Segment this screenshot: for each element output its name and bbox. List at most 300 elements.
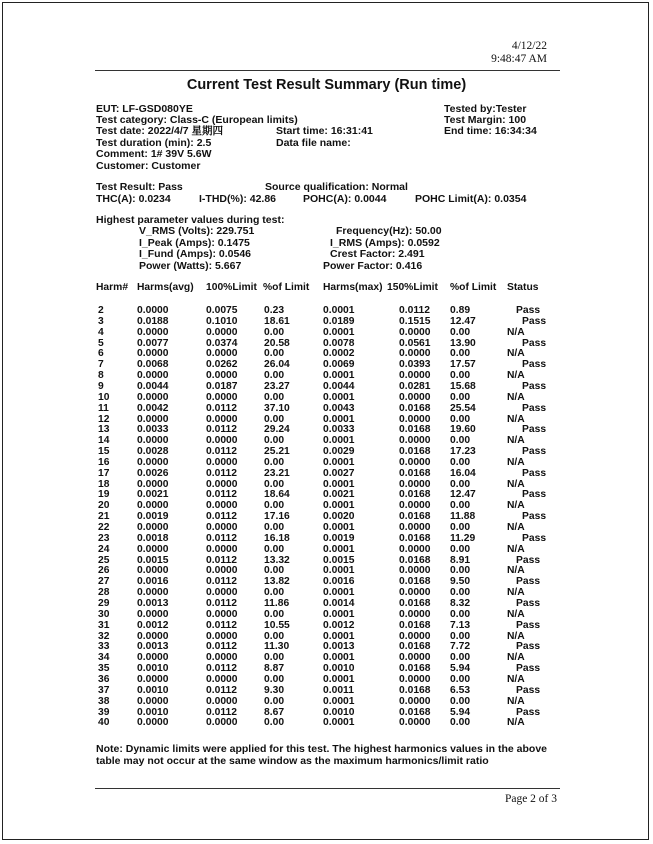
harms-max-cell: 0.0027	[323, 467, 355, 479]
table-row	[0, 338, 653, 349]
source-qualification-label: Source qualification: Normal	[265, 181, 408, 193]
pct-limit-150-cell: 5.94	[450, 706, 471, 718]
limit-100-cell: 0.0000	[206, 565, 238, 577]
limit-100-cell: 0.0262	[206, 359, 238, 371]
limit-150-cell: 0.0000	[399, 522, 431, 533]
harms-avg-cell: 0.0028	[137, 446, 169, 457]
table-row	[0, 359, 653, 370]
limit-100-cell: 0.0000	[206, 456, 238, 468]
status-cell: N/A	[507, 500, 525, 512]
pct-limit-150-cell: 0.00	[450, 543, 471, 555]
limit-100-cell: 0.0112	[206, 619, 237, 631]
harms-avg-cell: 0.0000	[137, 565, 169, 577]
harms-avg-cell: 0.0044	[137, 380, 169, 392]
status-cell: N/A	[507, 717, 525, 729]
pct-limit-100-cell: 18.64	[264, 489, 290, 501]
harms-avg-cell: 0.0012	[137, 619, 169, 631]
harms-max-cell: 0.0001	[323, 652, 355, 664]
limit-100-cell: 0.0112	[206, 424, 237, 436]
eut-label: EUT: LF-GSD080YE	[96, 103, 193, 115]
pct-limit-150-cell: 8.32	[450, 598, 471, 609]
status-cell: Pass	[516, 619, 541, 631]
table-row	[0, 446, 653, 457]
footer-rule	[95, 788, 560, 789]
limit-150-cell: 0.1515	[399, 315, 431, 327]
status-cell: N/A	[507, 630, 525, 642]
pct-limit-150-cell: 17.57	[450, 359, 476, 371]
limit-150-cell: 0.0000	[399, 478, 431, 490]
limit-100-cell: 0.0112	[206, 511, 237, 523]
limit-150-cell: 0.0168	[399, 532, 431, 544]
harms-avg-cell: 0.0000	[137, 478, 169, 490]
harm-number-cell: 15	[98, 446, 110, 457]
harm-number-cell: 14	[98, 435, 110, 447]
harms-avg-cell: 0.0000	[137, 673, 169, 685]
harms-avg-cell: 0.0000	[137, 630, 169, 642]
pct-limit-100-cell: 0.00	[264, 391, 285, 403]
harm-number-cell: 35	[98, 663, 110, 674]
pct-limit-150-cell: 11.29	[450, 532, 476, 544]
limit-100-cell: 0.0000	[206, 717, 238, 729]
limit-100-cell: 0.0112	[206, 641, 237, 653]
limit-100-cell: 0.0000	[206, 543, 238, 555]
status-cell: Pass	[522, 532, 547, 544]
table-row	[0, 533, 653, 544]
harms-max-cell: 0.0021	[323, 489, 355, 501]
pct-limit-100-cell: 0.00	[264, 435, 285, 447]
pct-limit-150-cell: 0.00	[450, 326, 471, 338]
status-cell: N/A	[507, 695, 525, 707]
pct-limit-100-cell: 13.32	[264, 554, 290, 566]
pct-limit-150-cell: 0.89	[450, 305, 471, 316]
test-result-label: Test Result: Pass	[96, 181, 183, 193]
harms-avg-cell: 0.0042	[137, 402, 169, 414]
harm-number-cell: 8	[98, 370, 104, 382]
limit-100-cell: 0.0000	[206, 326, 238, 338]
limit-100-cell: 0.0000	[206, 522, 238, 533]
status-cell: N/A	[507, 565, 525, 577]
limit-150-cell: 0.0000	[399, 543, 431, 555]
thc-label: THC(A): 0.0234	[96, 193, 171, 205]
pct-limit-100-cell: 0.00	[264, 478, 285, 490]
page-number: Page 2 of 3	[504, 793, 557, 805]
pct-limit-100-cell: 26.04	[264, 359, 290, 371]
harms-avg-cell: 0.0019	[137, 511, 169, 523]
vrms-label: V_RMS (Volts): 229.751	[139, 225, 255, 237]
pct-limit-150-cell: 9.50	[450, 576, 471, 588]
status-cell: Pass	[516, 305, 541, 316]
harms-avg-cell: 0.0000	[137, 587, 169, 599]
harms-max-cell: 0.0001	[323, 543, 355, 555]
harm-number-cell: 22	[98, 522, 110, 533]
table-row	[0, 435, 653, 446]
table-row	[0, 511, 653, 522]
limit-150-cell: 0.0393	[399, 359, 431, 371]
pct-limit-100-cell: 0.00	[264, 652, 285, 664]
pct-limit-150-cell: 17.23	[450, 446, 476, 457]
status-cell: N/A	[507, 435, 525, 447]
harms-avg-cell: 0.0000	[137, 652, 169, 664]
pct-limit-100-cell: 8.87	[264, 663, 285, 674]
harms-max-cell: 0.0015	[323, 554, 355, 566]
status-cell: N/A	[507, 543, 525, 555]
pct-limit-100-cell: 0.23	[264, 305, 285, 316]
limit-150-cell: 0.0000	[399, 391, 431, 403]
pct-limit-100-cell: 23.21	[264, 467, 290, 479]
table-row	[0, 403, 653, 414]
pct-limit-100-cell: 20.58	[264, 337, 290, 349]
status-cell: Pass	[516, 554, 541, 566]
limit-150-cell: 0.0000	[399, 673, 431, 685]
limit-150-cell: 0.0000	[399, 565, 431, 577]
pct-limit-150-cell: 0.00	[450, 413, 471, 425]
test-duration-label: Test duration (min): 2.5	[96, 137, 212, 149]
pct-limit-100-cell: 10.55	[264, 619, 290, 631]
pct-limit-150-cell: 15.68	[450, 380, 476, 392]
pct-limit-150-cell: 16.04	[450, 467, 476, 479]
harms-avg-cell: 0.0000	[137, 456, 169, 468]
harm-number-cell: 18	[98, 478, 110, 490]
harm-number-cell: 37	[98, 684, 110, 696]
pct-limit-100-cell: 0.00	[264, 587, 285, 599]
power-label: Power (Watts): 5.667	[139, 260, 242, 272]
pct-limit-100-cell: 0.00	[264, 543, 285, 555]
limit-100-cell: 0.0000	[206, 413, 238, 425]
header-harms-avg: Harms(avg)	[137, 282, 194, 293]
note-line-1: Note: Dynamic limits were applied for this test. The highest harmonics values in the above	[96, 743, 548, 755]
status-cell: N/A	[507, 391, 525, 403]
highest-params-heading: Highest parameter values during test:	[96, 214, 285, 226]
status-cell: Pass	[522, 489, 547, 501]
table-row	[0, 544, 653, 555]
limit-150-cell: 0.0000	[399, 608, 431, 620]
harms-max-cell: 0.0019	[323, 532, 355, 544]
table-row	[0, 620, 653, 631]
table-row	[0, 370, 653, 381]
harms-avg-cell: 0.0026	[137, 467, 169, 479]
harms-max-cell: 0.0029	[323, 446, 355, 457]
limit-100-cell: 0.0000	[206, 608, 238, 620]
harms-max-cell: 0.0043	[323, 402, 355, 414]
harm-number-cell: 11	[98, 402, 109, 414]
table-row	[0, 696, 653, 707]
harm-number-cell: 20	[98, 500, 110, 512]
table-row	[0, 316, 653, 327]
pct-limit-100-cell: 0.00	[264, 370, 285, 382]
status-cell: N/A	[507, 673, 525, 685]
limit-150-cell: 0.0112	[399, 305, 430, 316]
limit-150-cell: 0.0168	[399, 663, 431, 674]
status-cell: Pass	[516, 663, 541, 674]
harms-avg-cell: 0.0018	[137, 532, 169, 544]
pct-limit-150-cell: 7.13	[450, 619, 471, 631]
status-cell: Pass	[522, 315, 547, 327]
harms-max-cell: 0.0010	[323, 663, 355, 674]
limit-150-cell: 0.0168	[399, 684, 431, 696]
harm-number-cell: 21	[98, 511, 110, 523]
limit-100-cell: 0.0000	[206, 652, 238, 664]
harms-avg-cell: 0.0013	[137, 641, 169, 653]
pct-limit-100-cell: 0.00	[264, 608, 285, 620]
limit-100-cell: 0.0000	[206, 435, 238, 447]
pct-limit-100-cell: 0.00	[264, 717, 285, 729]
pct-limit-150-cell: 25.54	[450, 402, 476, 414]
table-row	[0, 663, 653, 674]
limit-150-cell: 0.0168	[399, 511, 431, 523]
limit-100-cell: 0.0075	[206, 305, 238, 316]
pct-limit-150-cell: 6.53	[450, 684, 471, 696]
power-factor-label: Power Factor: 0.416	[323, 260, 423, 272]
limit-150-cell: 0.0168	[399, 598, 431, 609]
limit-100-cell: 0.0000	[206, 630, 238, 642]
limit-150-cell: 0.0000	[399, 326, 431, 338]
harm-number-cell: 16	[98, 456, 110, 468]
test-date-label: Test date: 2022/4/7 星期四	[96, 125, 224, 137]
start-time-label: Start time: 16:31:41	[276, 125, 373, 137]
pct-limit-150-cell: 0.00	[450, 348, 471, 360]
status-cell: N/A	[507, 587, 525, 599]
pct-limit-150-cell: 0.00	[450, 500, 471, 512]
harms-avg-cell: 0.0000	[137, 608, 169, 620]
harms-max-cell: 0.0069	[323, 359, 355, 371]
harm-number-cell: 33	[98, 641, 110, 653]
limit-100-cell: 0.0112	[206, 576, 237, 588]
harm-number-cell: 30	[98, 608, 110, 620]
pct-limit-150-cell: 11.88	[450, 511, 476, 523]
status-cell: N/A	[507, 522, 525, 533]
harms-avg-cell: 0.0010	[137, 684, 169, 696]
crest-factor-label: Crest Factor: 2.491	[330, 248, 425, 260]
harms-max-cell: 0.0001	[323, 587, 355, 599]
status-cell: Pass	[516, 576, 541, 588]
limit-150-cell: 0.0168	[399, 467, 431, 479]
pct-limit-150-cell: 7.72	[450, 641, 471, 653]
harm-number-cell: 28	[98, 587, 110, 599]
harms-max-cell: 0.0001	[323, 435, 355, 447]
limit-100-cell: 0.0112	[206, 706, 237, 718]
test-margin-label: Test Margin: 100	[444, 114, 527, 126]
limit-150-cell: 0.0168	[399, 619, 431, 631]
pct-limit-150-cell: 12.47	[450, 315, 476, 327]
limit-150-cell: 0.0168	[399, 424, 431, 436]
pct-limit-100-cell: 0.00	[264, 413, 285, 425]
harms-max-cell: 0.0002	[323, 348, 355, 360]
harm-number-cell: 13	[98, 424, 110, 436]
harm-number-cell: 19	[98, 489, 110, 501]
status-cell: N/A	[507, 413, 525, 425]
limit-150-cell: 0.0168	[399, 402, 431, 414]
limit-100-cell: 0.0112	[206, 446, 237, 457]
limit-100-cell: 0.0112	[206, 402, 237, 414]
pct-limit-150-cell: 0.00	[450, 370, 471, 382]
status-cell: N/A	[507, 652, 525, 664]
harm-number-cell: 36	[98, 673, 110, 685]
harms-avg-cell: 0.0000	[137, 695, 169, 707]
harms-max-cell: 0.0016	[323, 576, 355, 588]
header-harms-max: Harms(max)	[323, 282, 383, 293]
pct-limit-100-cell: 0.00	[264, 695, 285, 707]
harms-max-cell: 0.0044	[323, 380, 355, 392]
limit-150-cell: 0.0000	[399, 348, 431, 360]
pct-limit-150-cell: 8.91	[450, 554, 471, 566]
table-row	[0, 305, 653, 316]
print-date: 4/12/22	[511, 40, 547, 52]
harms-max-cell: 0.0001	[323, 478, 355, 490]
limit-100-cell: 0.0112	[206, 663, 237, 674]
limit-150-cell: 0.0000	[399, 652, 431, 664]
table-row	[0, 468, 653, 479]
limit-150-cell: 0.0000	[399, 630, 431, 642]
pct-limit-100-cell: 11.30	[264, 641, 290, 653]
harms-avg-cell: 0.0010	[137, 663, 169, 674]
pct-limit-100-cell: 0.00	[264, 565, 285, 577]
pct-limit-150-cell: 0.00	[450, 695, 471, 707]
pct-limit-150-cell: 12.47	[450, 489, 476, 501]
header-150-limit: 150%Limit	[387, 282, 438, 293]
status-cell: N/A	[507, 348, 525, 360]
end-time-label: End time: 16:34:34	[444, 125, 537, 137]
limit-100-cell: 0.0112	[206, 489, 237, 501]
harms-max-cell: 0.0014	[323, 598, 355, 609]
harms-avg-cell: 0.0016	[137, 576, 169, 588]
harms-avg-cell: 0.0015	[137, 554, 169, 566]
pct-limit-150-cell: 0.00	[450, 717, 471, 729]
note-line-2: table may not occur at the same window as the maximum harmonics/limit ratio	[96, 755, 489, 767]
table-row	[0, 348, 653, 359]
pct-limit-100-cell: 13.82	[264, 576, 290, 588]
limit-150-cell: 0.0000	[399, 500, 431, 512]
harms-avg-cell: 0.0077	[137, 337, 169, 349]
frequency-label: Frequency(Hz): 50.00	[336, 225, 442, 237]
harms-max-cell: 0.0013	[323, 641, 355, 653]
limit-150-cell: 0.0000	[399, 435, 431, 447]
irms-label: I_RMS (Amps): 0.0592	[330, 237, 440, 249]
harms-max-cell: 0.0001	[323, 565, 355, 577]
harms-max-cell: 0.0020	[323, 511, 355, 523]
limit-150-cell: 0.0168	[399, 576, 431, 588]
pct-limit-150-cell: 0.00	[450, 565, 471, 577]
harm-number-cell: 24	[98, 543, 110, 555]
table-row	[0, 707, 653, 718]
harms-max-cell: 0.0001	[323, 608, 355, 620]
harms-max-cell: 0.0001	[323, 500, 355, 512]
header-pct-limit: %of Limit	[263, 282, 310, 293]
limit-150-cell: 0.0561	[399, 337, 431, 349]
harm-number-cell: 3	[98, 315, 104, 327]
harms-avg-cell: 0.0033	[137, 424, 169, 436]
limit-100-cell: 0.0187	[206, 380, 238, 392]
pct-limit-100-cell: 16.18	[264, 532, 290, 544]
pct-limit-150-cell: 0.00	[450, 456, 471, 468]
table-row	[0, 652, 653, 663]
harm-number-cell: 39	[98, 706, 110, 718]
table-row	[0, 327, 653, 338]
status-cell: Pass	[522, 467, 547, 479]
table-row	[0, 555, 653, 566]
pct-limit-100-cell: 0.00	[264, 500, 285, 512]
header-status: Status	[507, 282, 539, 293]
table-row	[0, 414, 653, 425]
status-cell: Pass	[522, 402, 547, 414]
harm-number-cell: 32	[98, 630, 110, 642]
table-row	[0, 674, 653, 685]
harms-max-cell: 0.0001	[323, 695, 355, 707]
limit-150-cell: 0.0000	[399, 456, 431, 468]
pct-limit-150-cell: 0.00	[450, 478, 471, 490]
limit-150-cell: 0.0281	[399, 380, 431, 392]
status-cell: N/A	[507, 478, 525, 490]
pct-limit-150-cell: 0.00	[450, 608, 471, 620]
header-harm: Harm#	[96, 282, 129, 293]
limit-150-cell: 0.0168	[399, 446, 431, 457]
customer-label: Customer: Customer	[96, 160, 201, 172]
print-time: 9:48:47 AM	[491, 53, 547, 65]
harm-number-cell: 5	[98, 337, 104, 349]
table-row	[0, 609, 653, 620]
table-header-row	[0, 282, 653, 293]
status-cell: Pass	[522, 337, 547, 349]
harms-avg-cell: 0.0000	[137, 500, 169, 512]
harm-number-cell: 26	[98, 565, 110, 577]
pct-limit-150-cell: 0.00	[450, 391, 471, 403]
table-row	[0, 598, 653, 609]
harm-number-cell: 7	[98, 359, 104, 371]
pct-limit-150-cell: 0.00	[450, 522, 471, 533]
harms-max-cell: 0.0189	[323, 315, 355, 327]
limit-150-cell: 0.0000	[399, 587, 431, 599]
harms-avg-cell: 0.0000	[137, 370, 169, 382]
limit-100-cell: 0.0000	[206, 695, 238, 707]
status-cell: Pass	[516, 598, 541, 609]
harm-number-cell: 29	[98, 598, 110, 609]
table-row	[0, 576, 653, 587]
harms-max-cell: 0.0011	[323, 684, 354, 696]
harm-number-cell: 4	[98, 326, 104, 338]
harms-max-cell: 0.0001	[323, 305, 355, 316]
tested-by-label: Tested by:Tester	[444, 103, 527, 115]
harm-number-cell: 25	[98, 554, 110, 566]
harm-number-cell: 31	[98, 619, 110, 631]
harm-number-cell: 6	[98, 348, 104, 360]
harms-avg-cell: 0.0000	[137, 522, 169, 533]
status-cell: N/A	[507, 326, 525, 338]
pct-limit-100-cell: 29.24	[264, 424, 290, 436]
limit-100-cell: 0.0000	[206, 587, 238, 599]
table-row	[0, 565, 653, 576]
table-row	[0, 522, 653, 533]
table-row	[0, 489, 653, 500]
harms-max-cell: 0.0078	[323, 337, 355, 349]
pct-limit-150-cell: 19.60	[450, 424, 476, 436]
harms-max-cell: 0.0010	[323, 706, 355, 718]
limit-150-cell: 0.0168	[399, 489, 431, 501]
harm-number-cell: 12	[98, 413, 110, 425]
pct-limit-150-cell: 0.00	[450, 673, 471, 685]
pohc-label: POHC(A): 0.0044	[303, 193, 387, 205]
harms-max-cell: 0.0001	[323, 326, 355, 338]
harm-number-cell: 40	[98, 717, 110, 729]
harms-avg-cell: 0.0010	[137, 706, 169, 718]
harms-max-cell: 0.0001	[323, 522, 355, 533]
harms-avg-cell: 0.0000	[137, 413, 169, 425]
table-row	[0, 587, 653, 598]
status-cell: Pass	[522, 380, 547, 392]
pct-limit-150-cell: 0.00	[450, 652, 471, 664]
table-row	[0, 381, 653, 392]
harms-avg-cell: 0.0000	[137, 305, 169, 316]
harm-number-cell: 2	[98, 305, 104, 316]
header-100-limit: 100%Limit	[206, 282, 257, 293]
